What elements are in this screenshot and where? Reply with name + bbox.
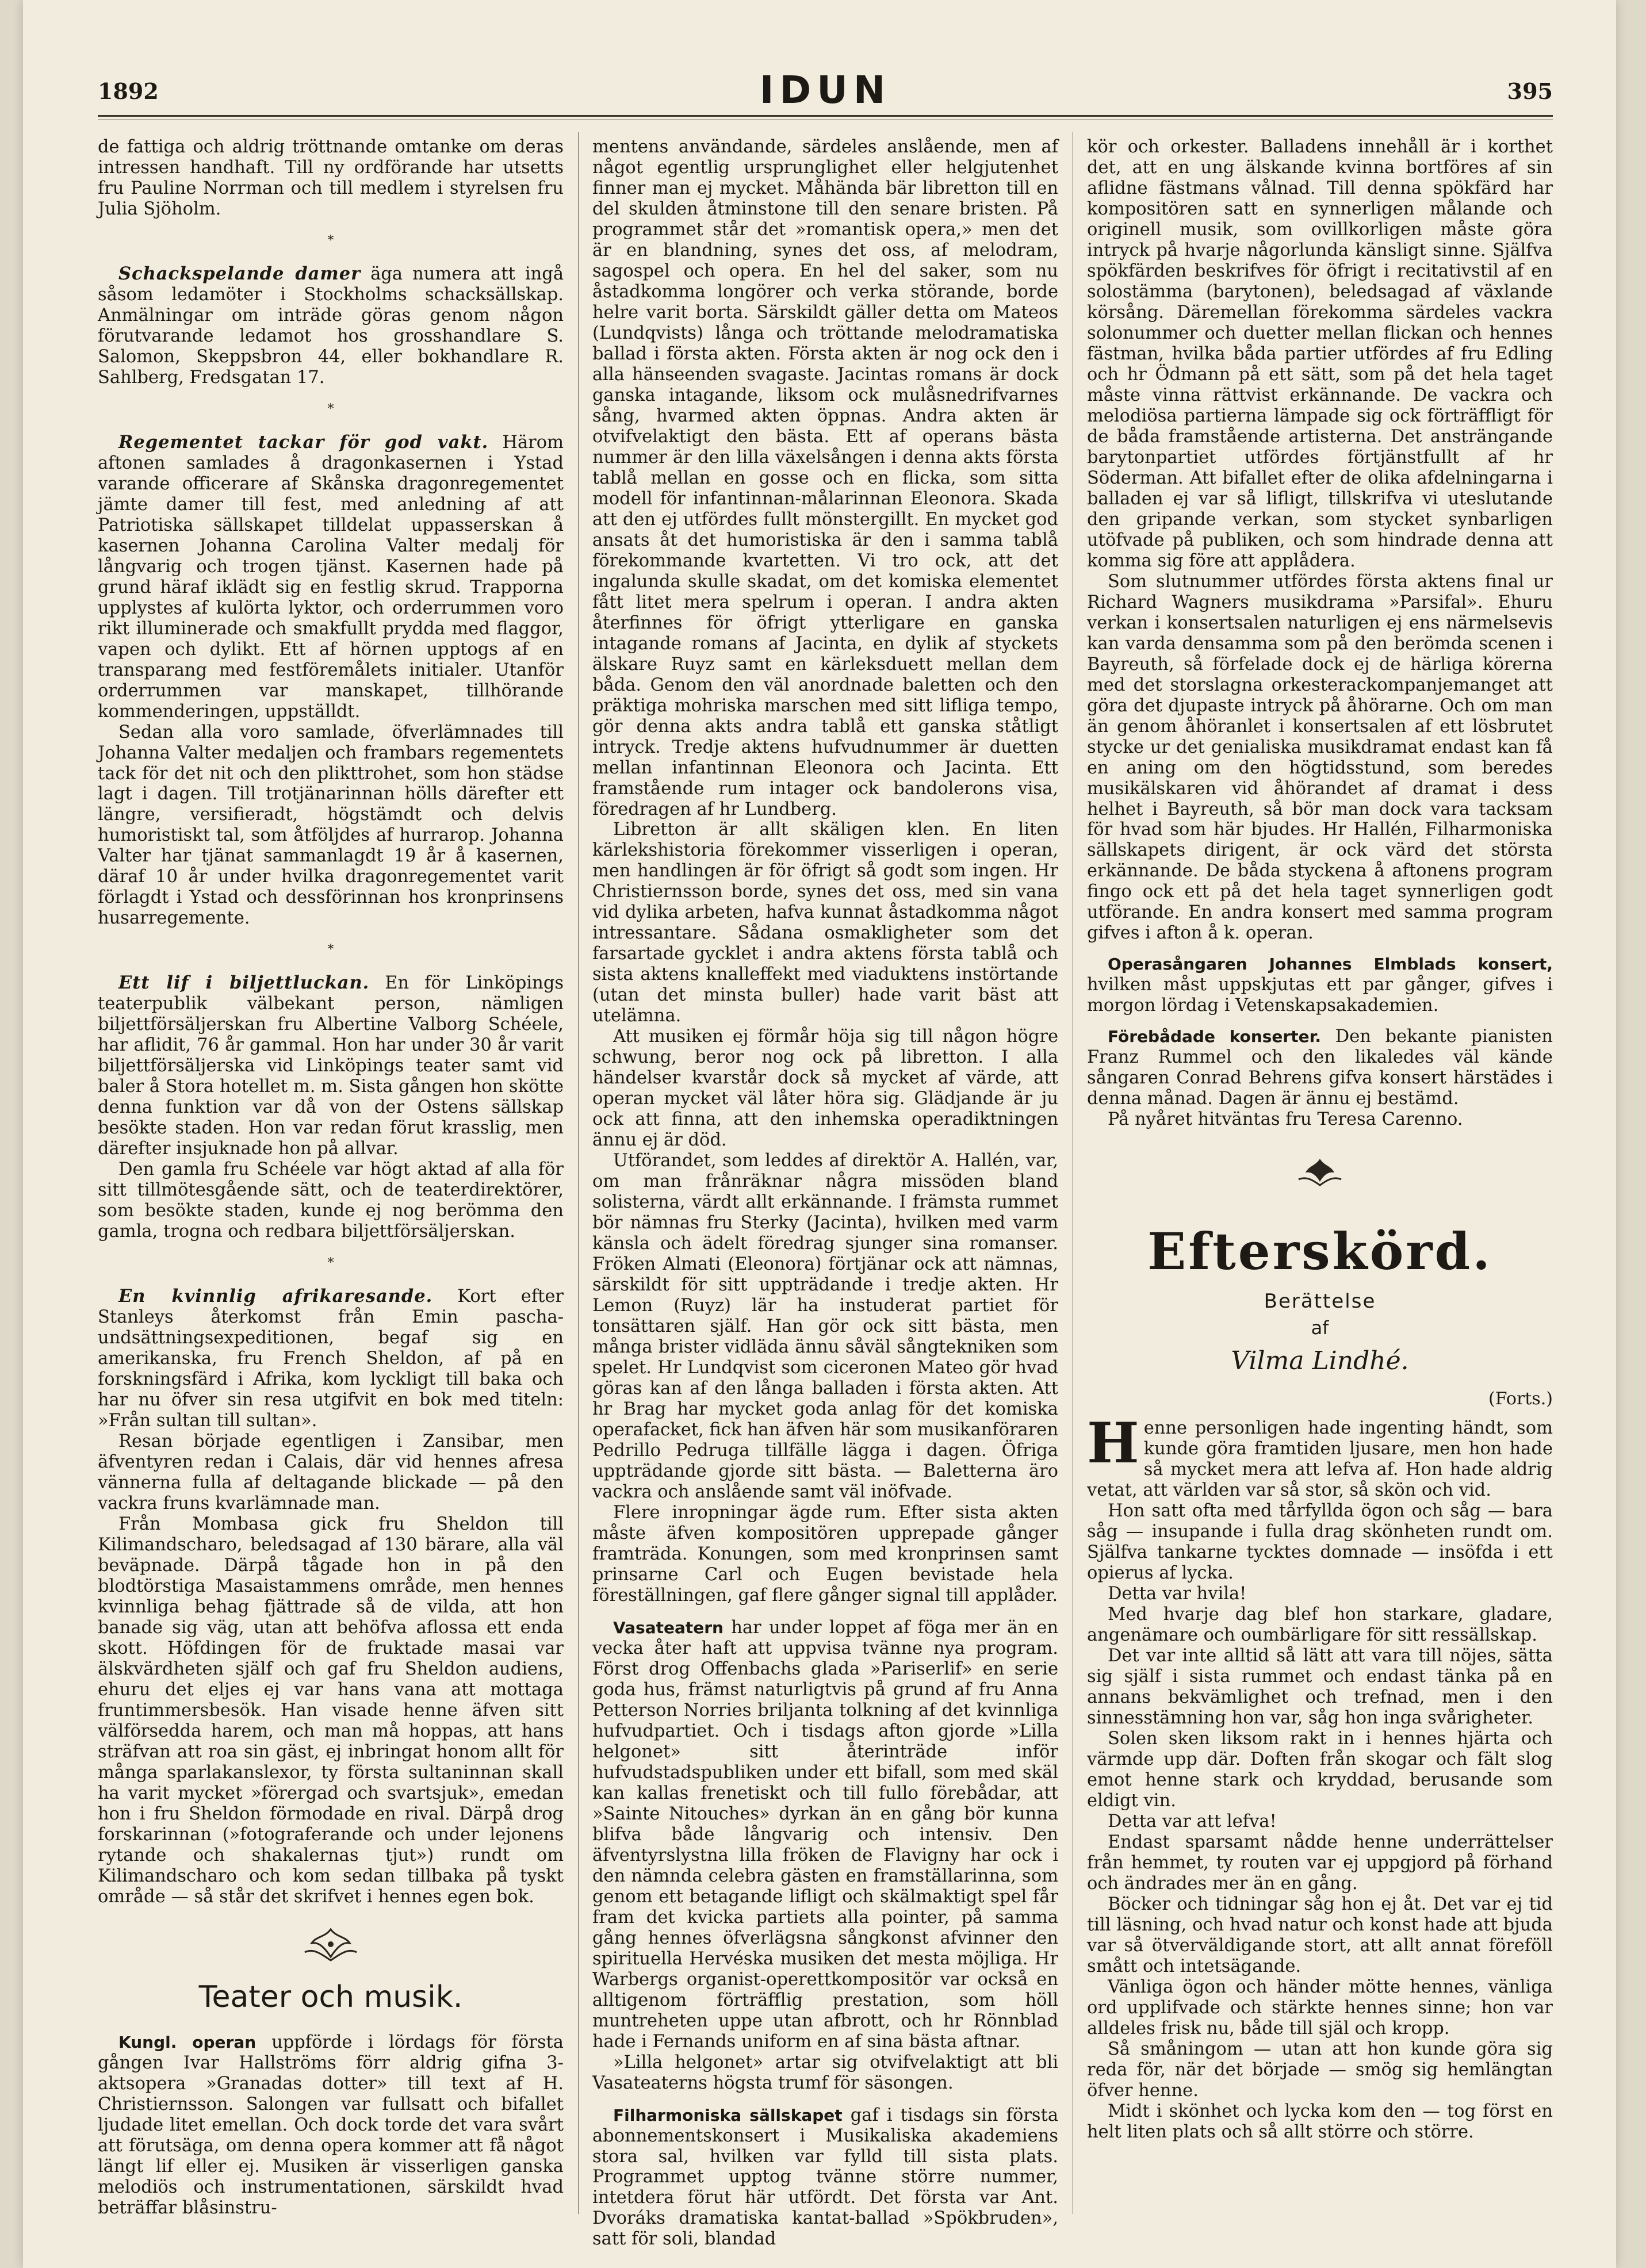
news-item-philharmonic — [592, 2105, 1058, 2250]
news-item-elmblad — [1087, 954, 1553, 1016]
separator-star: * — [327, 1256, 334, 1271]
story-byline-prefix: af — [1311, 1317, 1329, 1339]
paragraph: de fattiga och aldrig tröttnande omtanke om deras intressen handhaft. Till ny ordförande har utsetts fru Pauline Norrman och till medlem i styrelsen fru Julia Sjöholm. — [98, 137, 564, 219]
item-body: Den bekante pianisten Franz Rummel och den likaledes väl kände sångaren Conrad Behrens gifva konsert härstädes i denna månad. Dagen är ännu ej bestämd. — [1087, 1026, 1553, 1109]
paragraph: kör och orkester. Balladens innehåll är i korthet det, att en ung älskande kvinna bortföres af sin aflidne fästmans vålnad. Till denna spökfärd har kompositören satt en synnerligen målande och originell musik, som ovillkorligen måste göra intryck på hvarje någorlunda känsligt sinne. Själfva spökfärden beskrifves för öfrigt i recitativstil af en solostämma (barytonen), beledsagad af växlande körsång. Däremellan förekomma särdeles vackra solonummer och duetter mellan flickan och hennes fästman, hvilka båda partier utfördes af fru Edling och hr Ödmann på ett sätt, som på det hela taget måste vinna rättvist erkännande. De vackra och melodiösa partierna lämpade sig ock förträffligt för de båda framstående artisterna. Det ansträngande barytonpartiet utfördes förtjänstfullt af hr Söderman. Att bifallet efter de olika afdelningarna i balladen ej var så lifligt, tillskrifva vi uteslutande den gripande verkan, som stycket synbarligen utöfvade på publiken, och som hindrade denna att komma sig före att applådera. — [1087, 137, 1553, 571]
news-item-regiment — [98, 432, 564, 722]
story-paragraph: Det var inte alltid så lätt att vara till nöjes, sätta sig själf i sista rummet och endast tänka på en annans bekvämlighet och trefnad, men i den sinnesstämning hon var, såg hon inga svårigheter. — [1087, 1646, 1553, 1729]
paragraph: Att musiken ej förmår höja sig till någon högre schwung, beror nog ock på libretton. I alla händelser kvarstår dock så mycket af värde, att operan mycket väl låter höra sig. Glädjande är ju ock att finna, att den inhemska operadiktningen ännu ej är död. — [592, 1026, 1058, 1151]
paragraph: Utförandet, som leddes af direktör A. Hallén, var, om man frånräknar några missöden bland solisterna, värdt allt erkännande. I främsta rummet bör nämnas fru Sterky (Jacinta), hvilken med varm känsla och ädelt föredrag sjunger sina romanser. Fröken Almati (Eleonora) förtjänar ock att nämnas, särskildt för sitt uppträdande i tredje akten. Hr Lemon (Ruyz) lär ha instuderat partiet för tonsättaren själf. Han gör ock sitt bästa, men många brister vidläda ännu såväl sångtekniken som spelet. Hr Lundqvist som ciceronen Mateo gör hvad göras kan af den långa balladen i första akten. Att hr Brag har mycket goda anlag för det komiska operafacket, fick han äfven här som musikanföraren Pedrillo Pedruga tillfälle lägga i dagen. Öfriga uppträdande gjorde sitt bästa. — Baletterna äro vackra och anslående samt väl inöfvade. — [592, 1151, 1058, 1502]
news-item-africa — [98, 1286, 564, 1431]
continued-note: (Forts.) — [1488, 1388, 1553, 1409]
story-paragraph: Detta var att lefva! — [1108, 1811, 1277, 1832]
paragraph: Resan började egentligen i Zansibar, men äfventyren redan i Calais, där vid hennes afresa vännerna fulla af deltagande blickade — på den vackra fruns kvarlämnade man. — [98, 1431, 564, 1514]
story-paragraph: Hon satt ofta med tårfyllda ögon och såg — bara såg — insupande i fulla drag skönheten rundt om. Själfva tankarne tycktes domnade — insöfda i ett opierus af lycka. — [1087, 1501, 1553, 1584]
item-body: Härom aftonen samlades å dragonkasernen i Ystad varande officerare af Skånska dragonregementet jämte damer till fest, med anledning af att Patriotiska sällskapet tilldelat uppasserskan å kasernen Johanna Carolina Valter medalj för långvarig och trogen tjänst. Kasernen hade på grund häraf iklädt sig en festlig skrud. Trapporna upplystes af kulörta lyktor, och orderrummen voro rikt illuminerade och smakfullt prydda med flaggor, vapen och dylikt. Ett af hörnen upptogs af en transparang med festföremålets initialer. Utanför orderrummen var manskapet, tillhörande kommenderingen, uppställdt. — [98, 432, 564, 722]
news-item-chess — [98, 263, 564, 388]
paragraph: mentens användande, särdeles anslående, men af något egentlig ursprunglighet eller helgjutenhet finner man ej mycket. Måhända bär libretton till en del skulden åtminstone till den senare bristen. På programmet står det »romantisk opera,» men det är en blandning, synes det oss, af melodram, sagospel och opera. En hel del saker, som nu åstadkomma longörer och verka störande, borde helre varit borta. Särskildt gäller detta om Mateos (Lundqvists) långa och tröttande melodramatiska ballad i första akten. Första akten är nog ock den i alla hänseenden svagaste. Jacintas romans är dock ganska intagande, liksom ock mulåsnedrifvarnes sång, hvarmed akten öppnas. Andra akten är otvifvelaktigt den bästa. Ett af operans bästa nummer är den lilla växelsången i denna akts första tablå mellan en gosse och en flicka, som sitta modell för infantinnan-målarinnan Eleonora. Skada att den ej utfördes fullt mönstergillt. En mycket god ansats åt det humoristiska är den i samma tablå förekommande kvartetten. Vi tro ock, att det ingalunda skulle skadat, om det komiska elementet fått litet mera spelrum i operan. I andra akten återfinnes för öfrigt ytterligare en ganska intagande romans af Jacinta, en dylik af styckets älskare Ruyz samt en kärleksduett mellan dem båda. Genom den väl anordnade baletten och den präktiga mohriska marschen med sitt lifliga tempo, gör denna akts andra tablå ett ganska ståtligt intryck. Tredje aktens hufvudnummer är duetten mellan infantinnan Eleonora och Jacinta. Ett framstående rum intager ock bandolerons visa, föredragen af hr Lundberg. — [592, 137, 1058, 819]
news-item-opera — [98, 2032, 564, 2219]
item-body: Kort efter Stanleys återkomst från Emin pascha-undsättningsexpeditionen, begaf sig en amerikanska, fru French Sheldon, af på en forskningsfärd i Afrika, kom lyckligt till baka och har nu öfver sin resa utgifvit en bok med titeln: »Från sultan till sultan». — [98, 1286, 564, 1431]
story-title: Efterskörd. — [1147, 1221, 1492, 1282]
drop-cap: H — [1087, 1411, 1139, 1476]
paragraph: Som slutnummer utfördes första aktens final ur Richard Wagners musikdrama »Parsifal». Ehuru verkan i konsertsalen naturligen ej ens närmelsevis kan varda densamma som på den berömda scenen i Bayreuth, så förfelade dock ej de härliga körerna med det storslagna orkesterackompanjemanget att göra det djupaste intryck på åhörarne. Och om man än genom åhöranlet i konsertsalen af ett lösbrutet stycke ur det genialiska musikdramat endast kan få en aning om den högtidsstund, som beredes musikälskaren vid åhörandet af dramat i dess helhet i Bayreuth, så bör man dock vara tacksam för hvad som här bjudes. Hr Hallén, Filharmoniska sällskapets dirigent, är ock värd det största erkännande. De båda styckena å aftonens program fingo ock ett på det hela taget synnerligen godt utförande. En andra konsert med samma program gifves i afton å k. operan. — [1087, 571, 1553, 944]
story-paragraph: Detta var hvila! — [1108, 1584, 1247, 1604]
story-paragraph: Midt i skönhet och lycka kom den — tog först en helt liten plats och så allt större och större. — [1087, 2101, 1553, 2142]
item-heading: En kvinnlig afrikaresande. — [118, 1286, 433, 1307]
column-2 — [592, 137, 1059, 2250]
ornament-icon — [299, 1925, 362, 1965]
flower-ornament-icon — [1294, 1153, 1346, 1187]
news-item-concerts — [1087, 1026, 1553, 1109]
section-title: Teater och musik. — [198, 1979, 463, 2014]
item-body: har under loppet af föga mer än en vecka åter haft att uppvisa tvänne nya program. Först drog Offenbachs glada »Pariserlif» en serie goda hus, främst naturligtvis på grund af fru Anna Petterson Norries briljanta tolkning af det kvinnliga hufvudpartiet. Och i tisdags afton gjorde »Lilla helgonet» sitt återinträde inför hufvudstadspubliken under ett bifall, som med skäl kan kallas frenetiskt och till fullo förebådar, att »Sainte Nitouches» dyrkan än en gång bör kunna blifva både långvarig och intensiv. Den äfventyrslystna lilla fröken de Flavigny har ock i den nämnda celebra gästen en framställarinna, som genom ett betagande lifligt och skälmaktigt spel får fram det kvicka partiets alla pointer, på samma gång hennes öfverlägsna sångkonst afvinner den spirituella Hervéska musiken det mesta möjliga. Hr Warbergs organist-operettkompositör var också en alltigenom förträfflig prestation, som höll muntreheten uppe utan afbrott, och hr Rönnblad hade i Fernands uniform en af sina bästa aftnar. — [592, 1617, 1058, 2052]
year-label: 1892 — [98, 78, 159, 104]
story-paragraph: Solen sken liksom rakt in i hennes hjärta och värmde upp där. Doften från skogar och fält slog emot henne stark och kryddad, berusande som eldigt vin. — [1087, 1729, 1553, 1811]
item-heading: Schackspelande damer — [118, 263, 361, 284]
news-item-ticket — [98, 972, 564, 1159]
masthead-title: IDUN — [759, 68, 891, 112]
separator-star: * — [327, 233, 334, 248]
paragraph: Libretton är allt skäligen klen. En liten kärlekshistoria förekommer visserligen i operan, men handlingen är för öfrigt så godt som ingen. Hr Christiernsson borde, synes det oss, med sin vana vid dylika arbeten, hafva kunnat åstadkomma något intressantare. Sådana osmakligheter som det farsartade gycklet i andra aktens första tablå och sista aktens knalleffekt med viaduktens instörtande (utan det minsta buller) hade varit bäst att utelämna. — [592, 819, 1058, 1026]
paragraph: Den gamla fru Schéele var högt aktad af alla för sitt tillmötesgående sätt, och de teaterdirektörer, som besökte staden, kunde ej nog berömma den gamla, trogna och redbara biljettförsäljerskan. — [98, 1159, 564, 1242]
story-paragraph: Böcker och tidningar såg hon ej åt. Det var ej tid till läsning, och hvad natur och konst hade att bjuda var så ötverväldigande stort, att allt annat föreföll smått och intetsägande. — [1087, 1894, 1553, 1976]
news-item-vasateatern — [592, 1618, 1058, 2052]
story-paragraph: Vänliga ögon och händer mötte hennes, vänliga ord upplifvade och stärkte hennes sinne; hon var alldeles frisk nu, både till själ och kropp. — [1087, 1976, 1553, 2039]
item-lead: Vasateatern — [613, 1618, 724, 1637]
item-lead: Kungl. operan — [118, 2032, 257, 2052]
item-heading: Regementet tackar för god vakt. — [118, 431, 489, 453]
page-header — [98, 68, 1553, 120]
story-text: enne personligen hade ingenting händt, som kunde göra framtiden ljusare, men hon hade så mycket mera att lefva af. Hon hade aldrig vetat, att världen var så stor, så skön och vid. — [1087, 1418, 1553, 1501]
item-body: uppförde i lördags för första gången Ivar Hallströms förr aldrig gifna 3-aktsopera »Granadas dotter» till text af H. Christiernsson. Salongen var fullsatt och bifallet ljudade litet emellan. Och dock torde det vara svårt att förutsäga, om denna opera kommer att få något längt lif eller ej. Musiken är visserligen ganska melodiös och instrumentationen, särskildt hvad beträffar blåsinstru- — [98, 2032, 564, 2218]
paragraph: Flere inropningar ägde rum. Efter sista akten måste äfven kompositören upprepade gånger framträda. Konungen, som med kronprinsen samt prinsarne Carl och Eugen bevistade hela föreställningen, gaf flere gånger signal till applåder. — [592, 1502, 1058, 1606]
separator-star: * — [327, 401, 334, 416]
item-lead: Förebådade konserter. — [1108, 1027, 1322, 1047]
item-heading: Ett lif i biljettluckan. — [118, 972, 370, 994]
item-body: hvilken måst uppskjutas ett par gånger, gifves i morgon lördag i Vetenskapsakademien. — [1087, 975, 1553, 1016]
paragraph: Sedan alla voro samlade, öfverlämnades till Johanna Valter medaljen och frambars regementets tack för det nit och den plikttrohet, som hon städse lagt i dagen. Till trotjänarinnan hölls därefter ett längre, versifieradt, högstämdt och delvis humoristiskt tal, som åtföljdes af hurrarop. Johanna Valter har tjänat sammanlagdt 19 år å kasernen, däraf 10 år under hvilka dragonregementet varit förlagdt i Ystad och dessförinnan hos kronprinsens husarregemente. — [98, 722, 564, 929]
paragraph: Från Mombasa gick fru Sheldon till Kilimandscharo, beledsagad af 130 bärare, alla väl beväpnade. Därpå tågade hon in på den blodtörstiga Masaistammens område, men hennes kvinnliga behag fjättrade så de vilda, att hon banade sig väg, utan att behöfva aflossa ett enda skott. Höfdingen för de fruktade masai var älskvärdheten själf och gaf fru Sheldon audiens, ehuru det eljes ej var hans vana att mottaga fruntimmersbesök. Han visade henne äfven sitt välförsedda harem, och man må hoppas, att hans sträfvan att roa sin gäst, ej inbringat honom allt för många sparlakanslexor, ty första sultaninnan skall ha varit mycket »förergad och svartsjuk», emedan hon i fru Sheldon förmodade en rival. Därpå drog forskarinnan (»fotograferande och under lejonens rytande och shakalernas tjut») rundt om Kilimandscharo och kom sedan tillbaka på tyskt område — så står det skrifvet i hennes egen bok. — [98, 1514, 564, 1907]
story-paragraph: Med hvarje dag blef hon starkare, gladare, angenämare och oumbärligare för sitt ressällskap. — [1087, 1604, 1553, 1646]
item-lead: Filharmoniska sällskapet — [613, 2105, 843, 2125]
story-paragraph: Så småningom — utan att hon kunde göra sig reda för, när det började — smög sig hemlängtan öfver henne. — [1087, 2039, 1553, 2101]
item-lead: Operasångaren Johannes Elmblads konsert, — [1108, 955, 1553, 974]
separator-star: * — [327, 943, 334, 957]
story-paragraph: Endast sparsamt nådde henne underrättelser från hemmet, ty routen var ej uppgjord på förhand och ändrades mer än en gång. — [1087, 1832, 1553, 1894]
column-3 — [1087, 137, 1553, 2236]
story-paragraph — [1087, 1411, 1553, 1501]
item-body: En för Linköpings teaterpublik välbekant person, nämligen biljettförsäljerskan fru Albertine Valborg Schéele, har aflidit, 76 år gammal. Hon har under 30 år varit biljettförsäljerska vid Linköpings teater samt vid baler å Stora hotellet m. m. Sista gången hon skötte denna funktion var då von der Ostens sällskap besökte staden. Hon var redan förut krasslig, men därefter insjuknade hon på allvar. — [98, 973, 564, 1159]
column-divider — [578, 132, 579, 2214]
story-subtitle: Berättelse — [1264, 1290, 1376, 1313]
header-rule — [98, 115, 1553, 117]
column-1 — [98, 137, 564, 2236]
item-body: gaf i tisdags sin första abonnementskonsert i Musikaliska akademiens stora sal, hvilken var fylld till sista plats. Programmet upptog tvänne större nummer, intetdera förut här utfördt. Det första var Ant. Dvoráks dramatiska kantat-ballad »Spökbruden», satt för soli, blandad — [592, 2105, 1059, 2250]
page-number: 395 — [1507, 78, 1553, 104]
item-body: äga numera att ingå såsom ledamöter i Stockholms schacksällskap. Anmälningar om inträde göras genom någon förutvarande ledamot hos grosshandlare S. Salomon, Skeppsbron 44, eller bokhandlare R. Sahlberg, Fredsgatan 17. — [98, 263, 564, 388]
story-author: Vilma Lindhé. — [1231, 1346, 1409, 1376]
paragraph: På nyåret hitväntas fru Teresa Carenno. — [1108, 1109, 1463, 1130]
paragraph: »Lilla helgonet» artar sig otvifvelaktigt att bli Vasateaterns högsta trumf för säsongen. — [592, 2052, 1058, 2093]
